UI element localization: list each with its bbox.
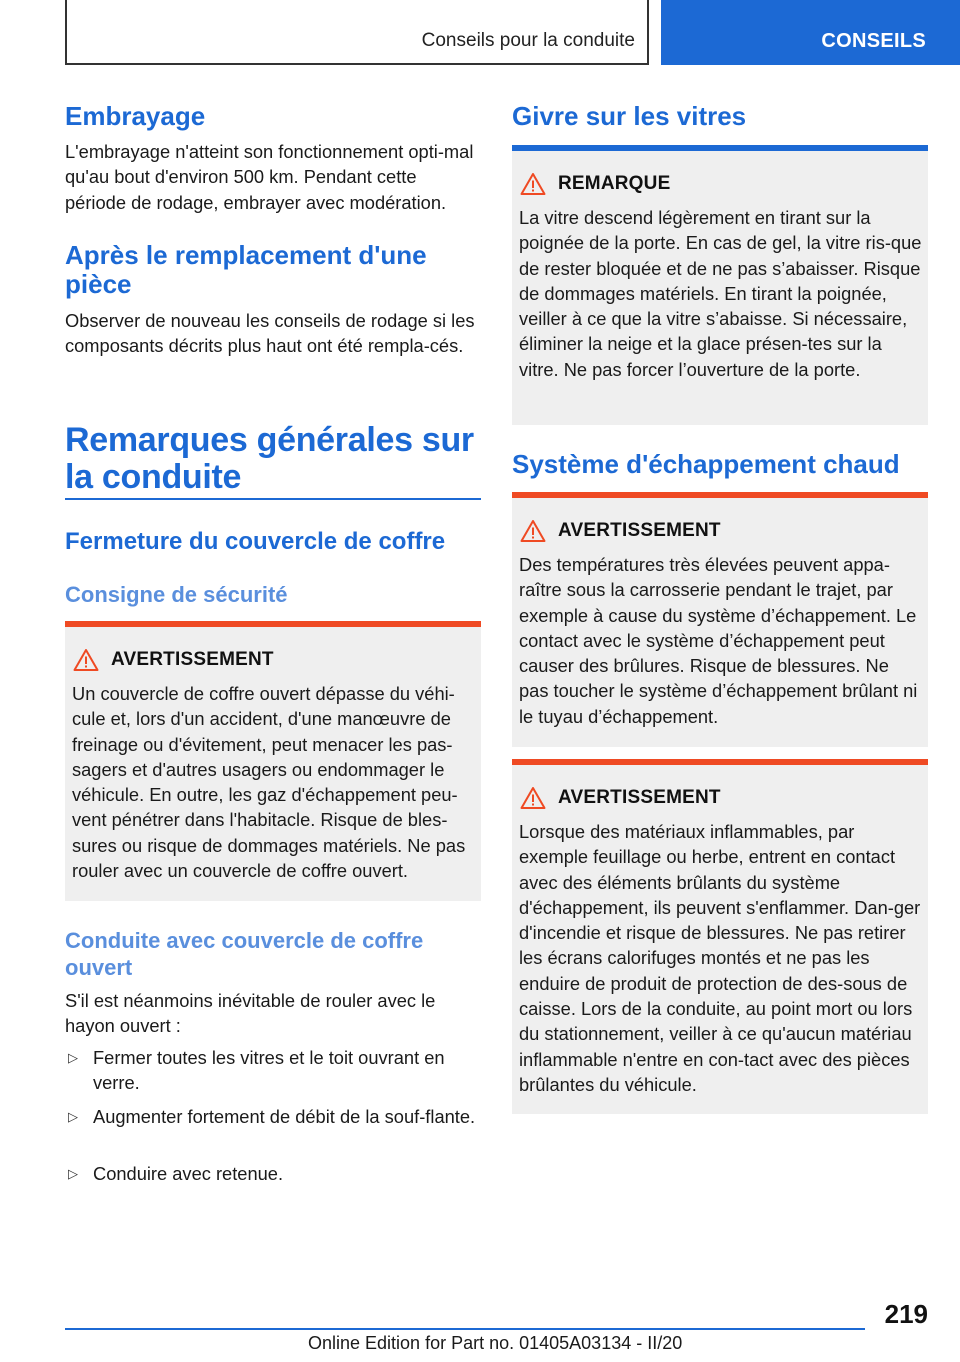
callout-text: Lorsque des matériaux inflammables, par exemple feuillage ou herbe, entrent en contact avec des éléments brûlants du système d'échappement, ils peuvent s'enflammer. Dan-ger d'incendie et risque de blessures. Ne pas retirer les écrans calorifuges montés et ne pas les enduire de produit de protection de des-sous de caisse. Lors de la conduite, au point mort ou lors du stationnement, veiller à ce qu'aucun matériau inflammable n'entre en con-tact avec des pièces brûlantes du véhicule. [519,821,921,1095]
heading-consigne-securite: Consigne de sécurité [65,582,288,607]
list-item-text: Fermer toutes les vitres et le toit ouvrant en verre. [93,1047,445,1094]
warning-callout-echappement-1 [512,492,928,747]
heading-conduite-ouvert: Conduite avec couvercle de coffre ouvert [65,928,424,980]
heading-fermeture-couvercle: Fermeture du couvercle de coffre [65,528,446,555]
callout-bar [512,759,928,765]
callout-label: AVERTISSEMENT [558,787,721,808]
header-chapter-label: CONSEILS [821,30,926,52]
footer-edition: Online Edition for Part no. 01405A03134 - II/20 [308,1333,683,1353]
header-section-box [65,0,649,65]
list-item-text: Augmenter fortement de débit de la souf-flante. [93,1106,476,1127]
header-chapter-tab [661,0,960,65]
paragraph-embrayage: L'embrayage n'atteint son fonctionnement opti-mal qu'au bout d'environ 500 km. Pendant cette période de rodage, embrayer avec modération. [65,141,474,213]
warning-triangle-icon [520,172,546,196]
callout-bar [65,621,481,627]
callout-label: REMARQUE [558,173,671,194]
callout-text: La vitre descend légèrement en tirant sur la poignée de la porte. En cas de gel, la vitre ris-que de rester bloquée et de ne pas s’abaisser. Risque de dommages matériels. En tirant la poignée, veiller à ce que la vitre s’abaisse. Si nécessaire, éliminer la neige et la glace présen-tes sur la vitre. Ne pas forcer l’ouverture de la porte. [519,207,922,380]
callout-label: AVERTISSEMENT [558,520,721,541]
warning-triangle-icon [520,519,546,543]
warning-triangle-icon [520,786,546,810]
triangle-right-icon: ▷ [68,1166,78,1181]
page-number: 219 [884,1299,928,1329]
paragraph-conduite-ouvert: S'il est néanmoins inévitable de rouler avec le hayon ouvert : [65,990,436,1037]
warning-triangle-icon [73,648,99,672]
triangle-right-icon: ▷ [68,1109,78,1124]
heading-echappement-chaud: Système d'échappement chaud [512,449,900,479]
callout-text: Des températures très élevées peuvent appa-raître sous la carrosserie pendant le trajet, par exemple à cause du système d’échappement. Le contact avec le système d’échappement peut causer des brûlures. Risque de blessures. Ne pas toucher le système d’échappement brûlant ni le tuyau d’échappement. [519,554,918,727]
heading-embrayage: Embrayage [65,101,206,131]
header-section-title: Conseils pour la conduite [421,30,635,51]
callout-text: Un couvercle de coffre ouvert dépasse du véhi-cule et, lors d'un accident, d'une manœuvre de freinage ou d'évitement, peut menacer les pas-sagers et d'autres usagers ou endommager le véhicule. En outre, les gaz d'échappement peu-vent pénétrer dans l'habitacle. Risque de bles-sures ou risque de dommages matériels. Ne pas rouler avec un couvercle de coffre ouvert. [72,683,466,882]
callout-bar [512,492,928,498]
heading-remarques-generales: Remarques générales sur la conduite [65,421,474,496]
paragraph-apres-remplacement: Observer de nouveau les conseils de rodage si les composants décrits plus haut ont été rempla-cés. [65,310,475,357]
heading-givre: Givre sur les vitres [512,101,747,131]
callout-label: AVERTISSEMENT [111,649,274,670]
triangle-right-icon: ▷ [68,1050,78,1065]
note-callout-givre [512,145,928,425]
heading-apres-remplacement: Après le remplacement d'une pièce [65,240,427,299]
callout-bar [512,145,928,151]
warning-callout-coffre [65,621,481,901]
footer-divider [65,1328,865,1330]
section-divider [65,498,481,500]
list-item-text: Conduire avec retenue. [93,1163,284,1184]
warning-callout-echappement-2 [512,759,928,1114]
